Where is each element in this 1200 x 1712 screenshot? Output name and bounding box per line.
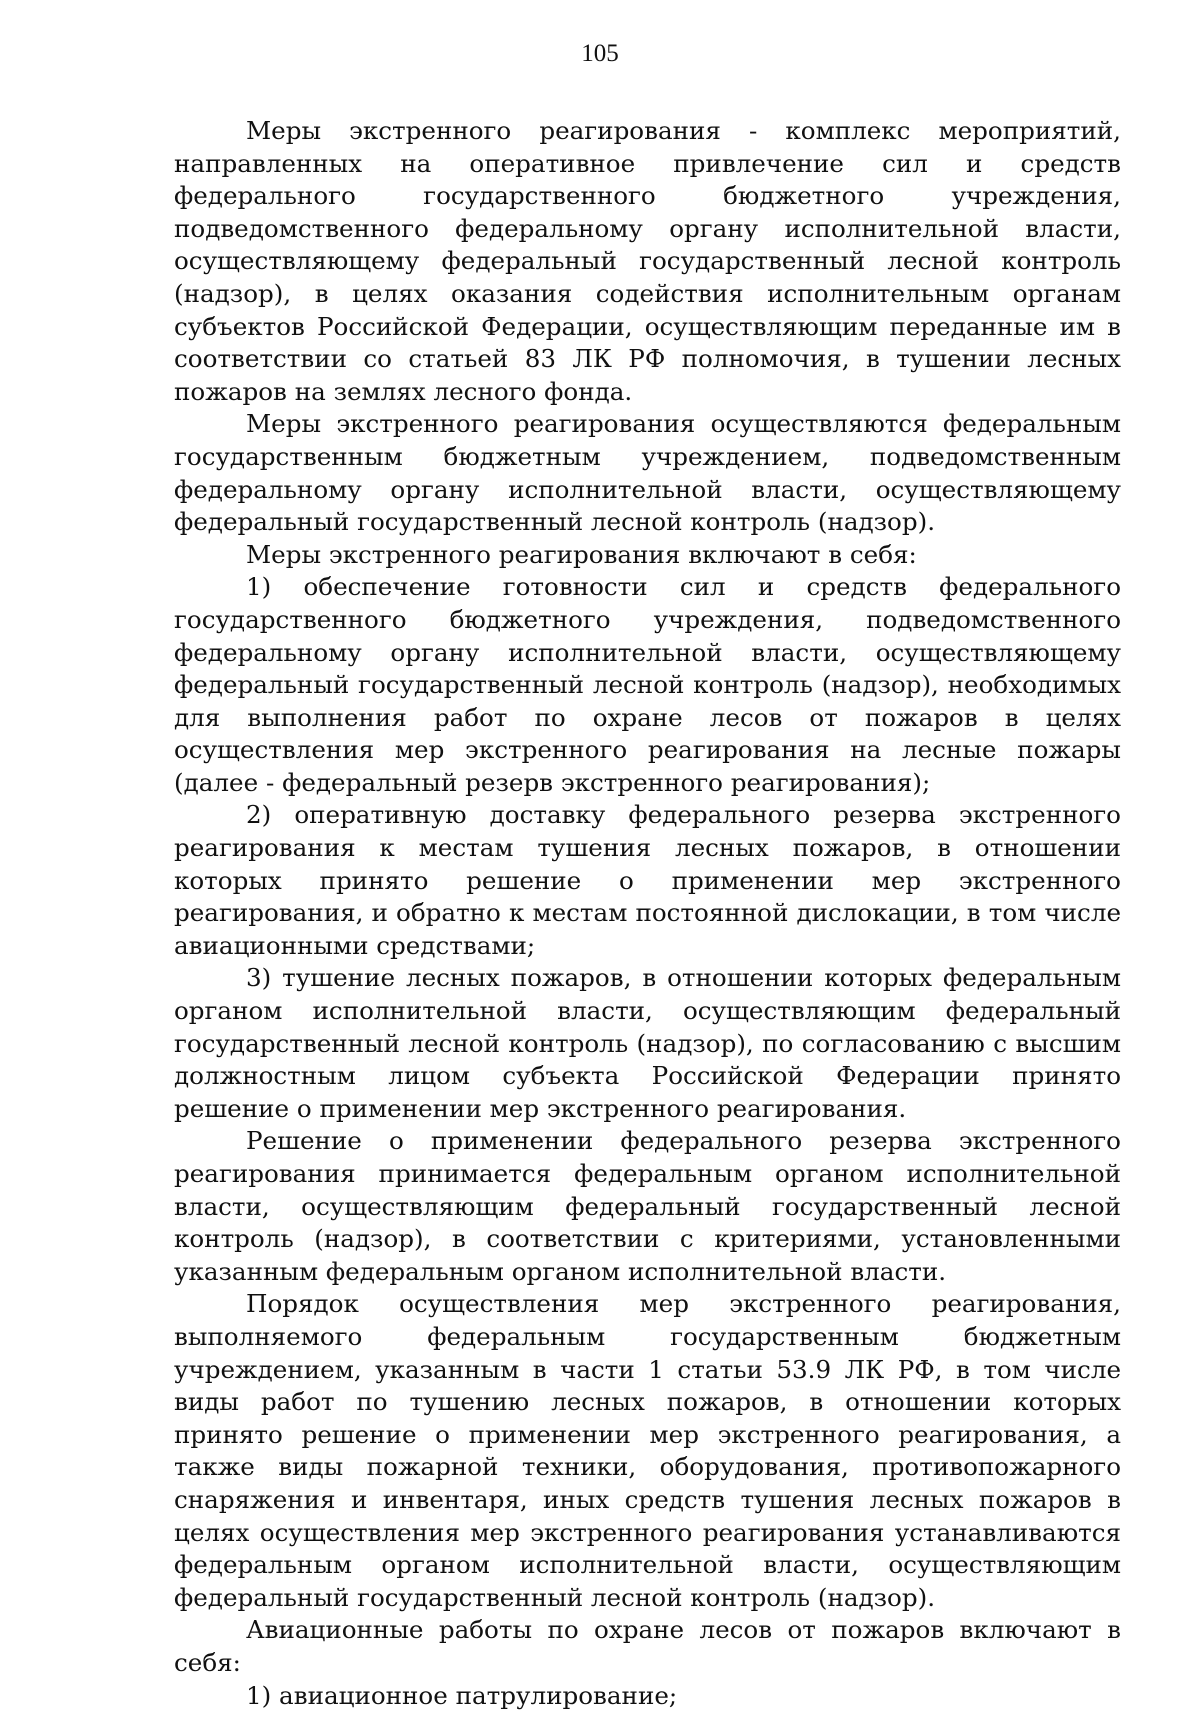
paragraph: Решение о применении федерального резерва экстренного реагирования принимается федеральным органом исполнительной власти, осуществляющим федеральный государственный лесной контроль (надзор), в соответствии с критериями, установленными указанным федеральным органом исполнительной власти. xyxy=(174,1125,1121,1288)
list-item: 1) авиационное патрулирование; xyxy=(174,1680,1121,1712)
list-item: 3) тушение лесных пожаров, в отношении которых федеральным органом исполнительной власти, осуществляющим федеральный государственный лесной контроль (надзор), по согласованию с высшим должностным лицом субъекта Российской Федерации принято решение о применении мер экстренного реагирования. xyxy=(174,962,1121,1125)
document-body xyxy=(174,115,1121,1712)
paragraph: Порядок осуществления мер экстренного реагирования, выполняемого федеральным государственным бюджетным учреждением, указанным в части 1 статьи 53.9 ЛК РФ, в том числе виды работ по тушению лесных пожаров, в отношении которых принято решение о применении мер экстренного реагирования, а также виды пожарной техники, оборудования, противопожарного снаряжения и инвентаря, иных средств тушения лесных пожаров в целях осуществления мер экстренного реагирования устанавливаются федеральным органом исполнительной власти, осуществляющим федеральный государственный лесной контроль (надзор). xyxy=(174,1288,1121,1614)
page-number: 105 xyxy=(0,39,1200,69)
paragraph: Меры экстренного реагирования включают в себя: xyxy=(174,539,1121,572)
list-item: 2) оперативную доставку федерального резерва экстренного реагирования к местам тушения лесных пожаров, в отношении которых принято решение о применении мер экстренного реагирования, и обратно к местам постоянной дислокации, в том числе авиационными средствами; xyxy=(174,799,1121,962)
list-item: 1) обеспечение готовности сил и средств федерального государственного бюджетного учреждения, подведомственного федеральному органу исполнительной власти, осуществляющему федеральный государственный лесной контроль (надзор), необходимых для выполнения работ по охране лесов от пожаров в целях осуществления мер экстренного реагирования на лесные пожары (далее - федеральный резерв экстренного реагирования); xyxy=(174,571,1121,799)
paragraph: Авиационные работы по охране лесов от пожаров включают в себя: xyxy=(174,1614,1121,1679)
paragraph: Меры экстренного реагирования - комплекс мероприятий, направленных на оперативное привлечение сил и средств федерального государственного бюджетного учреждения, подведомственного федеральному органу исполнительной власти, осуществляющему федеральный государственный лесной контроль (надзор), в целях оказания содействия исполнительным органам субъектов Российской Федерации, осуществляющим переданные им в соответствии со статьей 83 ЛК РФ полномочия, в тушении лесных пожаров на землях лесного фонда. xyxy=(174,115,1121,408)
paragraph: Меры экстренного реагирования осуществляются федеральным государственным бюджетным учреждением, подведомственным федеральному органу исполнительной власти, осуществляющему федеральный государственный лесной контроль (надзор). xyxy=(174,408,1121,538)
